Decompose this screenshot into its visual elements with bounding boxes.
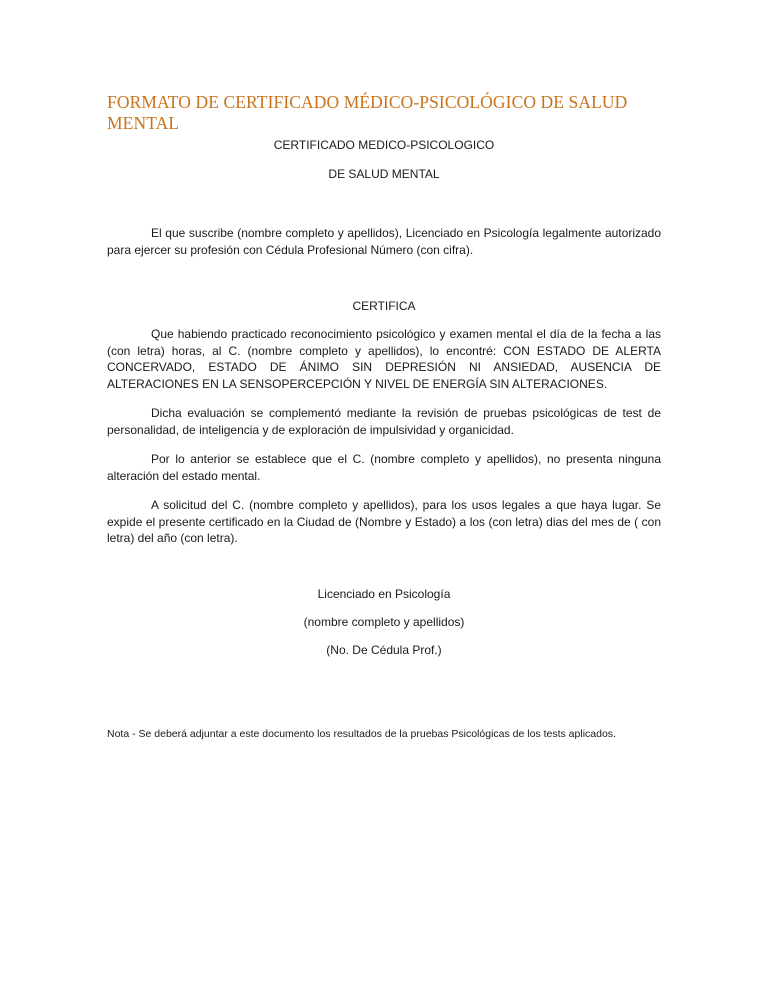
signature-name: (nombre completo y apellidos): [303, 614, 465, 629]
certificate-title-line2: DE SALUD MENTAL: [328, 167, 440, 181]
signature-title: Licenciado en Psicología: [317, 586, 451, 601]
signature-license: (No. De Cédula Prof.): [326, 642, 442, 657]
evaluation-paragraph: Dicha evaluación se complementó mediante la revisión de pruebas psicológicas de test de personalidad, de inteligencia y de exploración de impulsividad y organicidad.: [107, 406, 661, 437]
request-paragraph: A solicitud del C. (nombre completo y apellidos), para los usos legales a que haya lugar. Se expide el presente certificado en la Ciudad de (Nombre y Estado) a los (con letra) dias del mes de ( con letra) del año (con letra).: [107, 498, 661, 545]
certifica-label: CERTIFICA: [352, 299, 416, 313]
intro-paragraph: El que suscribe (nombre completo y apellidos), Licenciado en Psicología legalmente autorizado para ejercer su profesión con Cédula Profesional Número (con cifra).: [107, 226, 661, 257]
footer-note: Nota - Se deberá adjuntar a este documento los resultados de la pruebas Psicológicas de los tests aplicados.: [107, 727, 616, 740]
exam-paragraph: Que habiendo practicado reconocimiento psicológico y examen mental el día de la fecha a las (con letra) horas, al C. (nombre completo y apellidos), lo encontré: CON ESTADO DE ALERTA CONCERVADO, ESTADO DE ÁNIMO SIN DEPRESIÓN NI ANSIEDAD, AUSENCIA DE ALTERACIONES EN LA SENSOPERCEPCIÓN Y NIVEL DE ENERGÍA SIN ALTERACIONES.: [107, 327, 661, 391]
document-heading: FORMATO DE CERTIFICADO MÉDICO-PSICOLÓGICO DE SALUD MENTAL: [107, 92, 628, 133]
certificate-title-line1: CERTIFICADO MEDICO-PSICOLOGICO: [273, 138, 495, 152]
conclusion-paragraph: Por lo anterior se establece que el C. (nombre completo y apellidos), no presenta ninguna alteración del estado mental.: [107, 452, 661, 483]
document-page: [107, 92, 661, 750]
